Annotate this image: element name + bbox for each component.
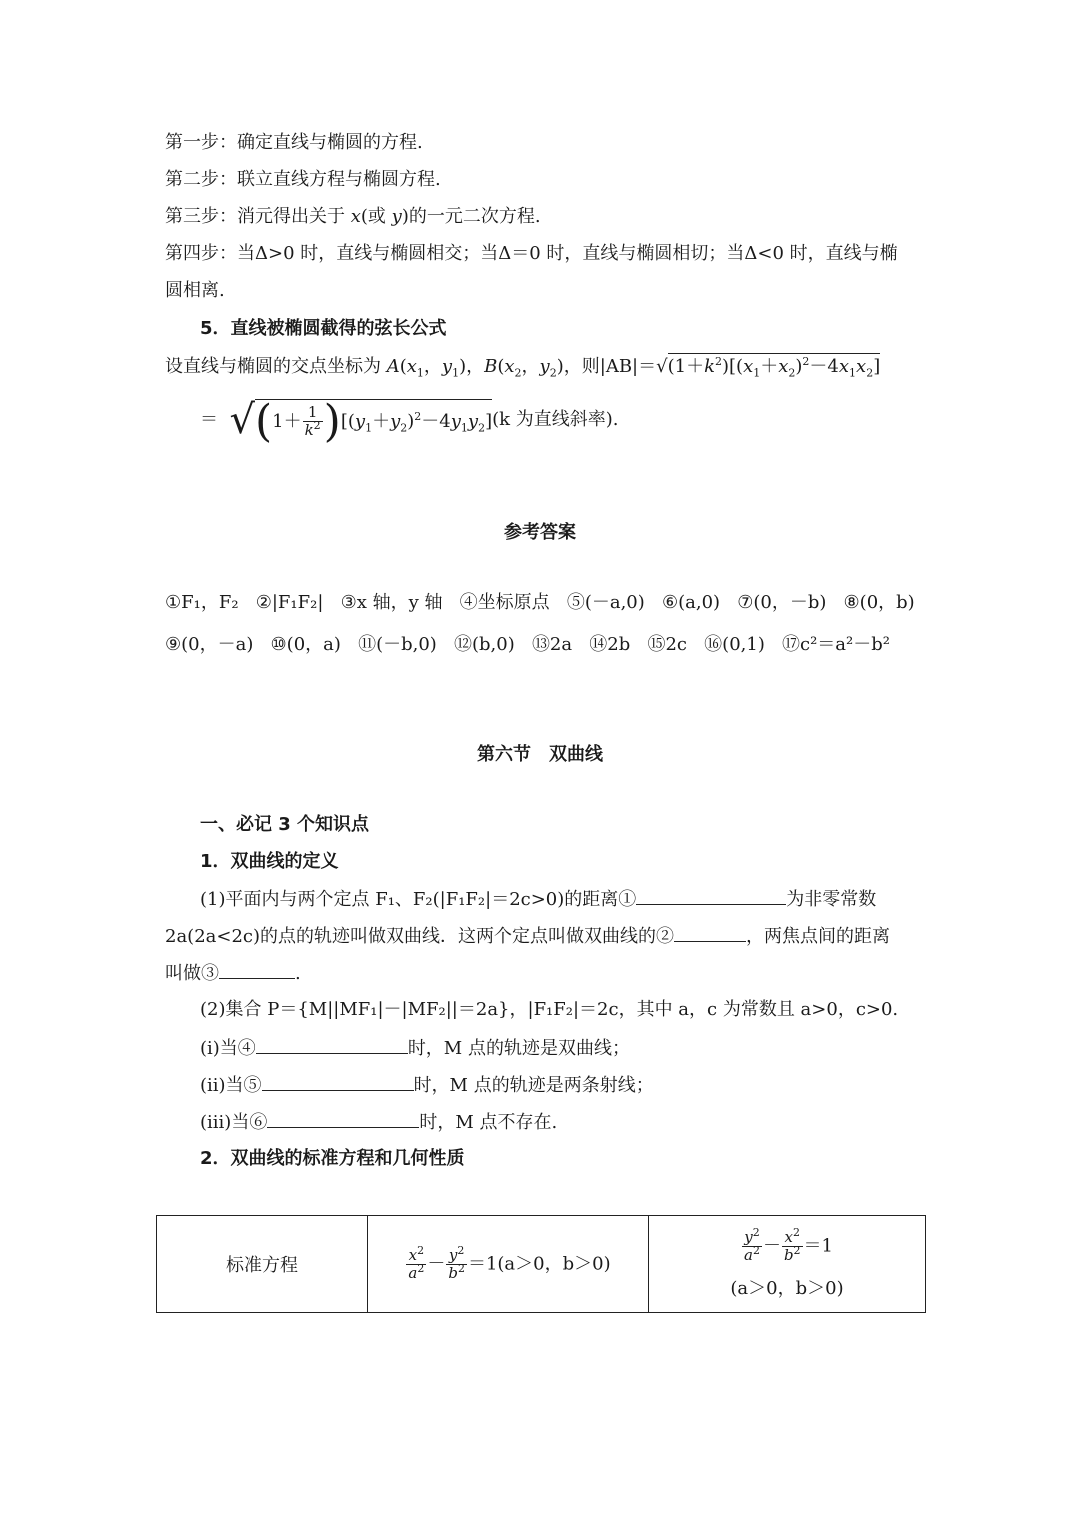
definition-para-1-line2: 2a(2a<2c)的点的轨迹叫做双曲线．这两个定点叫做双曲线的② ，两焦点间的距离 <box>165 923 890 950</box>
definition-para-1-line1: (1)平面内与两个定点 F₁、F₂(|F₁F₂|＝2c>0)的距离① 为非零常数 <box>200 886 876 913</box>
step-4-line1: 第四步：当Δ>0 时，直线与椭圆相交；当Δ＝0 时，直线与椭圆相切；当Δ<0 时，直线与椭 <box>165 243 898 264</box>
table-eq-y-cell: $\frac{y^2}{a^2}$ － $\frac{x^2}{b^2}$ ＝1 (a＞0，b＞0) <box>649 1216 926 1313</box>
step-3: 第三步：消元得出关于 x(或 y)的一元二次方程. <box>165 206 541 227</box>
hyperbola-properties-table <box>156 1215 926 1313</box>
blank-5[interactable] <box>262 1072 414 1091</box>
table-row <box>157 1216 926 1313</box>
blank-2[interactable] <box>674 923 746 942</box>
chord-formula-line1: 设直线与椭圆的交点坐标为 $A(x_1$，$y_1$)，$B(x_2$，$y_2$)，则$|AB|=√(1+k^2)[(x_1+x_2)^2-4x_1x_2]$ <box>165 355 881 380</box>
answers-heading: 参考答案 <box>504 522 576 543</box>
chord-heading: 5．直线被椭圆截得的弦长公式 <box>200 318 447 339</box>
definition-para-1-line3: 叫做③ . <box>165 960 301 987</box>
case-iii: (ⅲ)当⑥ 时，M 点不存在. <box>200 1109 557 1136</box>
standard-equation-heading: 2．双曲线的标准方程和几何性质 <box>200 1148 465 1169</box>
definition-para-2: (2)集合 P＝{M||MF₁|－|MF₂||＝2a}，|F₁F₂|＝2c，其中 a，c 为常数且 a>0，c>0. <box>200 999 899 1020</box>
table-label-cell: 标准方程 <box>157 1216 368 1313</box>
subsection-heading: 一、必记 3 个知识点 <box>200 814 370 835</box>
blank-4[interactable] <box>256 1035 408 1054</box>
sqrt-sign-large: √ <box>229 397 255 443</box>
case-ii: (ⅱ)当⑤ 时，M 点的轨迹是两条射线； <box>200 1072 654 1099</box>
step-1: 第一步：确定直线与椭圆的方程. <box>165 132 423 153</box>
blank-3[interactable] <box>219 960 295 979</box>
answers-row-1: ①F₁，F₂ ②|F₁F₂| ③x 轴，y 轴 ④坐标原点 ⑤(－a,0) ⑥(a,0) ⑦(0，－b) ⑧(0，b) <box>165 592 915 613</box>
sqrt-sign: √ <box>656 356 668 377</box>
section-title: 第六节 双曲线 <box>477 744 603 765</box>
chord-formula-line2: ＝ √(1＋ $\frac{1}{k^2}$ )$[(y_1+y_2)^2-4y_1y_2](k$ 为直线斜率). <box>200 395 619 447</box>
step-2: 第二步：联立直线方程与椭圆方程. <box>165 169 441 190</box>
case-i: (ⅰ)当④ 时，M 点的轨迹是双曲线； <box>200 1035 630 1062</box>
blank-1[interactable] <box>636 886 786 905</box>
definition-heading: 1．双曲线的定义 <box>200 851 339 872</box>
sqrt-radicand-1: $(1+k^2)[(x_1+x_2)^2-4x_1x_2]$ <box>667 355 881 380</box>
answers-row-2: ⑨(0，－a) ⑩(0，a) ⑪(－b,0) ⑫(b,0) ⑬2a ⑭2b ⑮2c ⑯(0,1) ⑰c²＝a²－b² <box>165 634 890 655</box>
blank-6[interactable] <box>267 1109 419 1128</box>
step-4-line2: 圆相离. <box>165 280 225 301</box>
sqrt-radicand-2: (1＋ $\frac{1}{k^2}$ )$[(y_1+y_2)^2-4y_1y_2]$ <box>254 395 493 447</box>
table-eq-x-cell: $\frac{x^2}{a^2}$ － $\frac{y^2}{b^2}$ ＝1(a＞0，b＞0) <box>368 1216 649 1313</box>
